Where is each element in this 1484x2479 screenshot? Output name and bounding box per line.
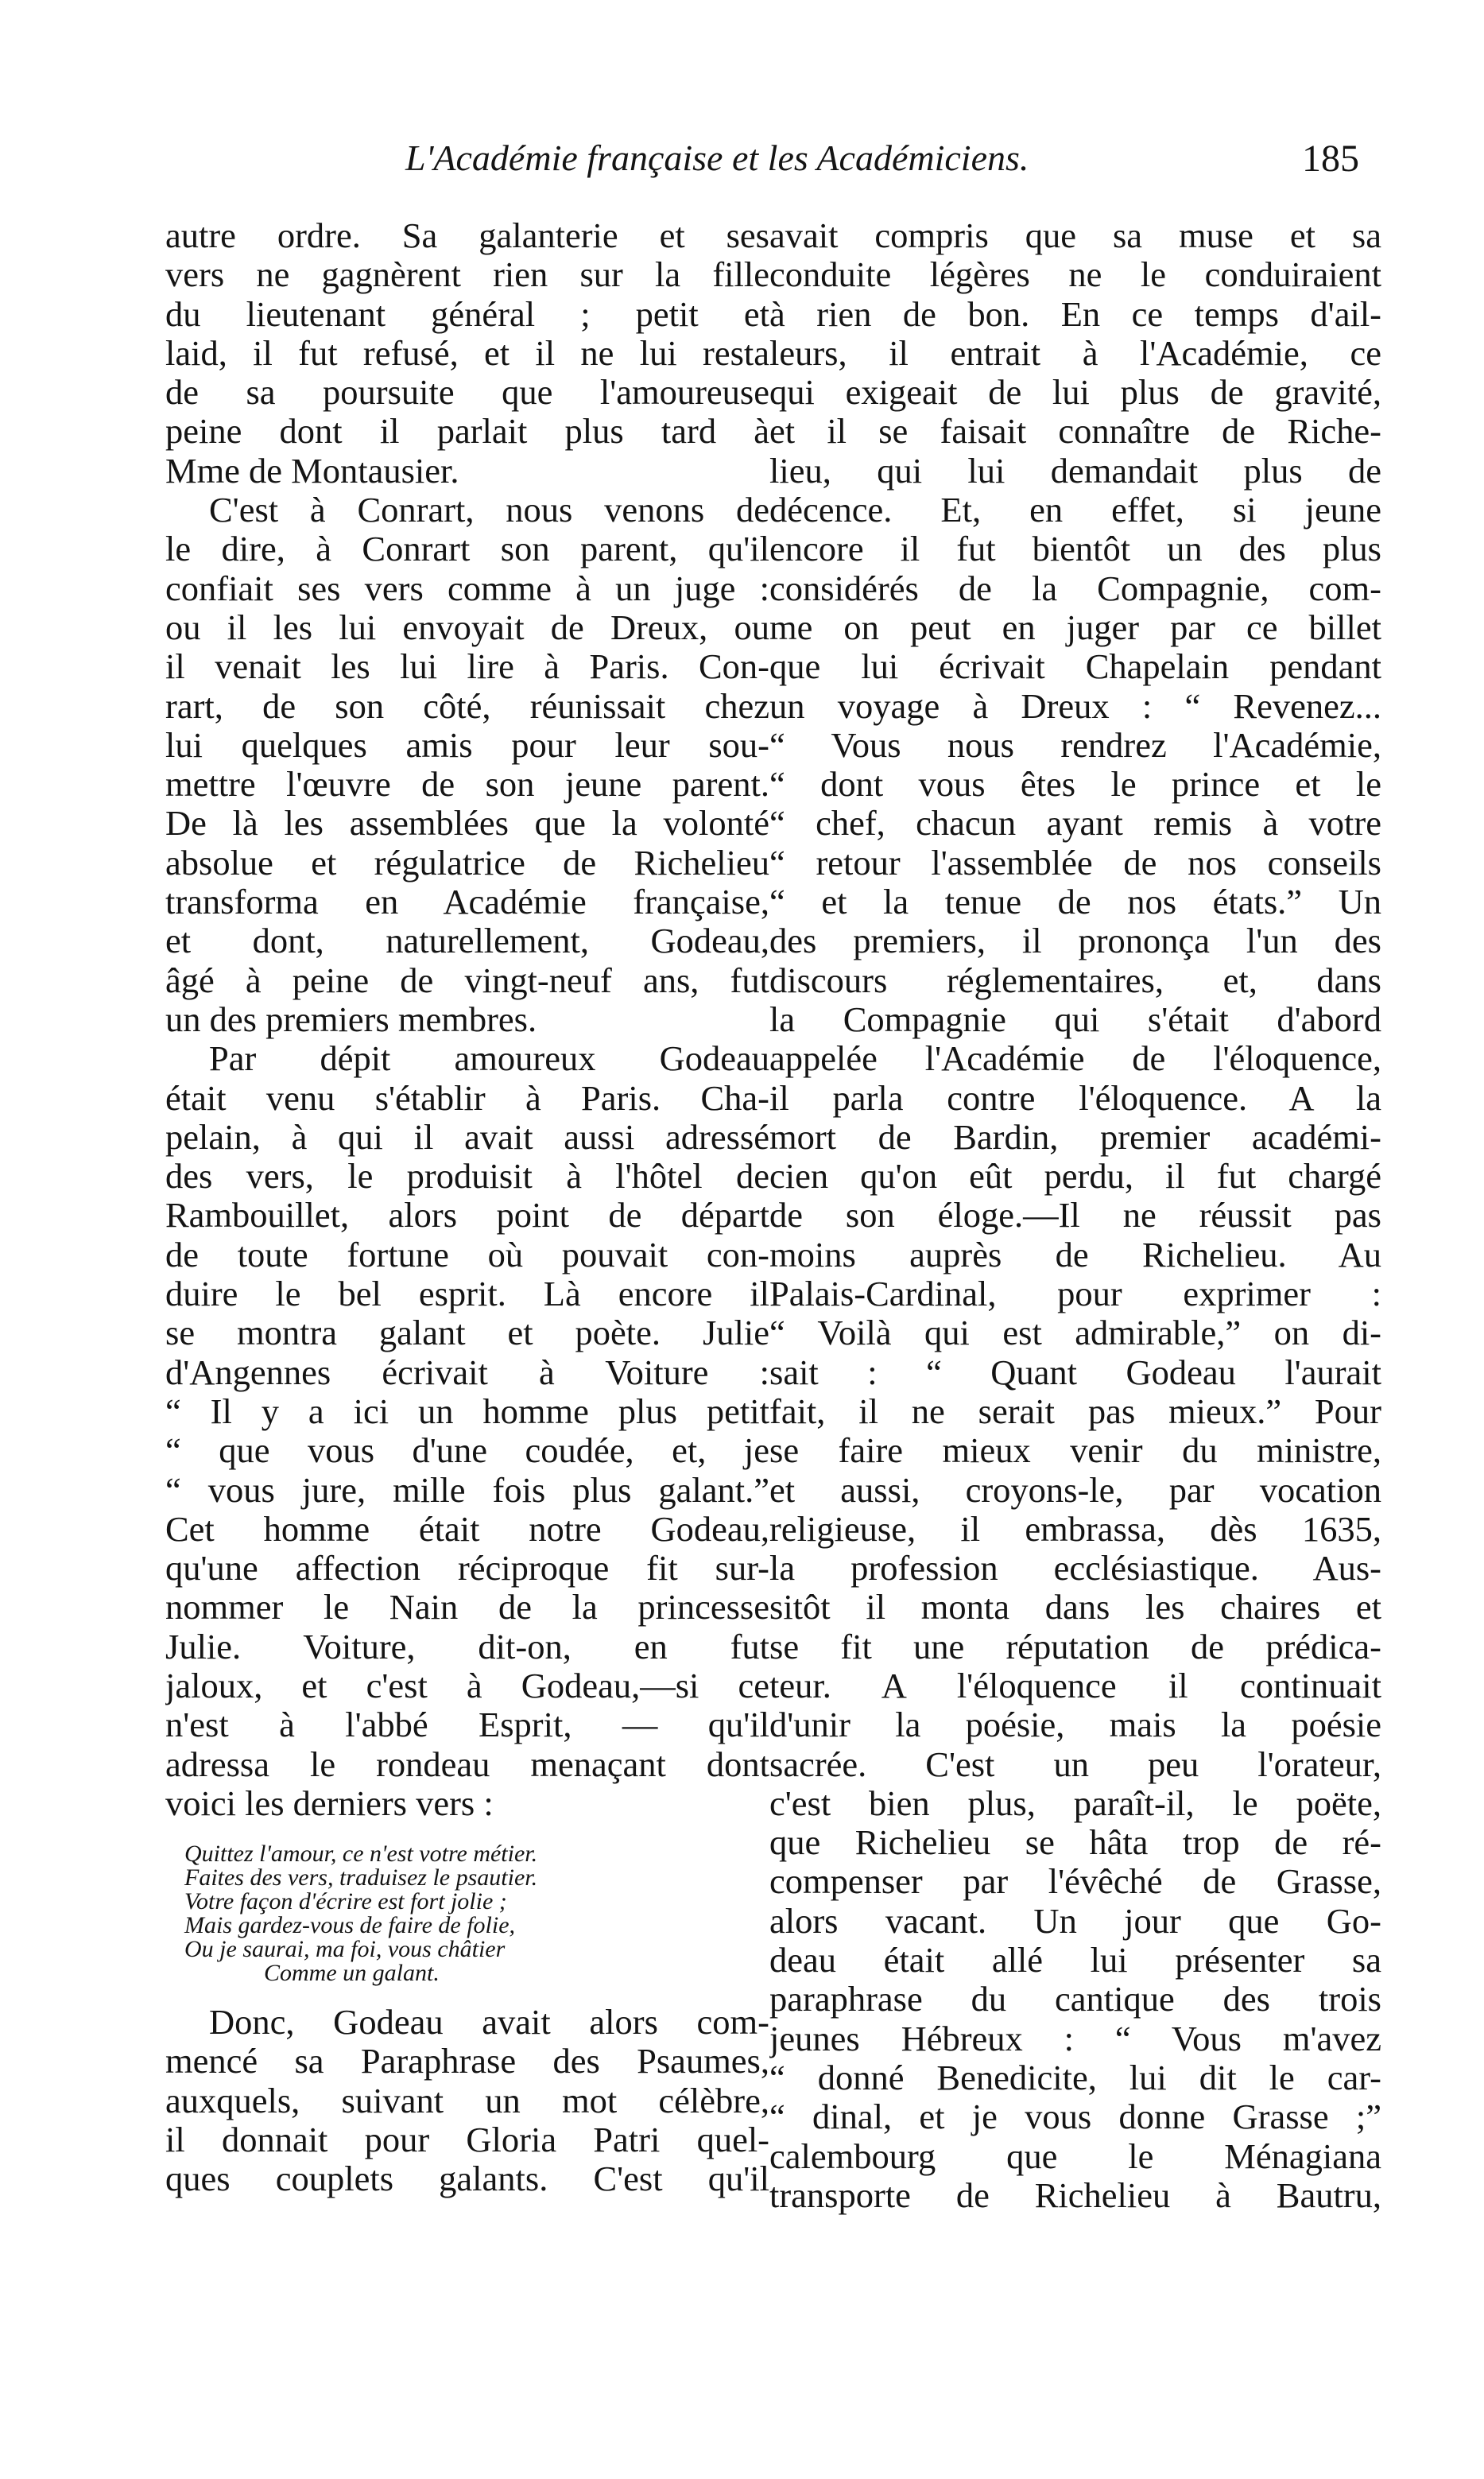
text-line: voici les derniers vers : [165,1783,494,1823]
text-line: autre ordre. Sa galanterie et ses [165,216,769,255]
text-line: Mme de Montausier. [165,451,459,491]
text-line: adressa le rondeau menaçant dont [165,1744,769,1784]
page-number: 185 [1302,138,1359,180]
running-title: L'Académie française et les Académiciens. [405,138,1029,178]
text-line: laid, il fut refusé, et il ne lui resta [165,333,769,373]
text-line: pelain, à qui il avait aussi adressé [165,1117,769,1157]
text-line: que Richelieu se hâta trop de ré- [769,1823,1381,1863]
rondeau-quote [184,1842,769,1985]
text-line: “ dinal, et je vous donne Grasse ;” [769,2097,1381,2137]
text-line: de sa poursuite que l'amoureuse [165,373,769,413]
text-line: encore il fut bientôt un des plus [769,530,1381,569]
text-line: deau était allé lui présenter sa [769,1941,1381,1980]
text-line: alors vacant. Un jour que Go- [769,1901,1381,1941]
text-line: discours réglementaires, et, dans [769,960,1381,1000]
text-line: “ donné Benedicite, lui dit le car- [769,2058,1381,2097]
text-line: des vers, le produisit à l'hôtel de [165,1157,769,1197]
text-line: transforma en Académie française, [165,883,769,922]
left-column-text [165,216,769,1823]
text-line: lui quelques amis pour leur sou- [165,725,769,765]
text-line: rart, de son côté, réunissait chez [165,686,769,726]
text-line: “ dont vous êtes le prince et le [769,765,1381,805]
text-line: confiait ses vers comme à un juge : [165,568,769,608]
left-column-continuation [165,2003,769,2198]
text-line: transporte de Richelieu à Bautru, [769,2175,1381,2215]
text-line: me on peut en juger par ce billet [769,607,1381,647]
text-line: c'est bien plus, paraît-il, le poëte, [769,1783,1381,1823]
poem-line: Faites des vers, traduisez le psautier. [184,1864,538,1891]
text-line: appelée l'Académie de l'éloquence, [769,1039,1381,1079]
text-line: “ vous jure, mille fois plus galant.” [165,1470,769,1510]
text-line: se fit une réputation de prédica- [769,1627,1381,1666]
poem-line: Mais gardez-vous de faire de folie, [184,1912,516,1939]
text-line: d'unir la poésie, mais la poésie [769,1705,1381,1745]
right-column [769,216,1381,2215]
text-line: de toute fortune où pouvait con- [165,1235,769,1274]
text-line: ques couplets galants. C'est qu'il [165,2159,769,2199]
text-line: Par dépit amoureux Godeau [209,1039,769,1079]
text-line: Donc, Godeau avait alors com- [209,2003,769,2043]
text-line: le dire, à Conrart son parent, qu'il [165,530,769,569]
text-line: nommer le Nain de la princesse [165,1588,769,1627]
poem-line: Comme un galant. [264,1960,440,1987]
text-line: avait compris que sa muse et sa [769,216,1381,255]
text-line: mort de Bardin, premier académi- [769,1117,1381,1157]
text-line: à rien de bon. En ce temps d'ail- [769,294,1381,334]
text-line: et aussi, croyons-le, par vocation [769,1470,1381,1510]
text-line: était venu s'établir à Paris. Cha- [165,1078,769,1118]
text-line: cien qu'on eût perdu, il fut chargé [769,1157,1381,1197]
text-line: sacrée. C'est un peu l'orateur, [769,1744,1381,1784]
text-line: n'est à l'abbé Esprit, — qu'il [165,1705,769,1745]
text-line: que lui écrivait Chapelain pendant [769,647,1381,687]
text-line: il parla contre l'éloquence. A la [769,1078,1381,1118]
text-line: compenser par l'évêché de Grasse, [769,1862,1381,1902]
text-line: Palais-Cardinal, pour exprimer : [769,1274,1381,1314]
text-line: considérés de la Compagnie, com- [769,568,1381,608]
text-line: il venait les lui lire à Paris. Con- [165,647,769,687]
text-line: De là les assemblées que la volonté [165,804,769,844]
text-line: auxquels, suivant un mot célèbre, [165,2081,769,2120]
text-line: mettre l'œuvre de son jeune parent. [165,765,769,805]
text-line: Rambouillet, alors point de départ [165,1196,769,1236]
text-line: moins auprès de Richelieu. Au [769,1235,1381,1274]
text-line: d'Angennes écrivait à Voiture : [165,1352,769,1392]
text-line: conduite légères ne le conduiraient [769,255,1381,295]
text-line: qui exigeait de lui plus de gravité, [769,373,1381,413]
text-line: leurs, il entrait à l'Académie, ce [769,333,1381,373]
text-line: paraphrase du cantique des trois [769,1980,1381,2019]
text-line: de son éloge.—Il ne réussit pas [769,1196,1381,1236]
text-line: âgé à peine de vingt-neuf ans, fut [165,960,769,1000]
text-line: et il se faisait connaître de Riche- [769,412,1381,452]
text-line: “ retour l'assemblée de nos conseils [769,843,1381,883]
text-line: lieu, qui lui demandait plus de [769,451,1381,491]
text-line: mencé sa Paraphrase des Psaumes, [165,2042,769,2081]
text-line: C'est à Conrart, nous venons de [209,491,769,530]
text-line: il donnait pour Gloria Patri quel- [165,2120,769,2160]
text-line: duire le bel esprit. Là encore il [165,1274,769,1314]
text-line: des premiers, il prononça l'un des [769,921,1381,961]
left-column [165,216,769,2199]
poem-line: Quittez l'amour, ce n'est votre métier. [184,1841,538,1868]
text-line: se montra galant et poète. Julie [165,1313,769,1353]
poem-line: Votre façon d'écrire est fort jolie ; [184,1888,507,1915]
text-line: “ chef, chacun ayant remis à votre [769,804,1381,844]
text-line: “ Il y a ici un homme plus petit [165,1391,769,1431]
text-line: un voyage à Dreux : “ Revenez... [769,686,1381,726]
text-line: vers ne gagnèrent rien sur la fille [165,255,769,295]
text-line: Cet homme était notre Godeau, [165,1509,769,1549]
text-line: sait : “ Quant Godeau l'aurait [769,1352,1381,1392]
text-line: la profession ecclésiastique. Aus- [769,1549,1381,1589]
text-line: religieuse, il embrassa, dès 1635, [769,1509,1381,1549]
text-line: qu'une affection réciproque fit sur- [165,1549,769,1589]
running-header [159,137,1359,184]
text-line: du lieutenant général ; petit et [165,294,769,334]
poem-line: Ou je saurai, ma foi, vous châtier [184,1936,506,1963]
text-line: ou il les lui envoyait de Dreux, ou [165,607,769,647]
text-line: jaloux, et c'est à Godeau,—si ce [165,1666,769,1705]
text-line: jeunes Hébreux : “ Vous m'avez [769,2019,1381,2058]
text-line: absolue et régulatrice de Richelieu [165,843,769,883]
text-line: peine dont il parlait plus tard à [165,412,769,452]
text-line: et dont, naturellement, Godeau, [165,921,769,961]
text-line: fait, il ne serait pas mieux.” Pour [769,1391,1381,1431]
text-line: Julie. Voiture, dit-on, en fut [165,1627,769,1666]
text-line: se faire mieux venir du ministre, [769,1431,1381,1471]
text-line: teur. A l'éloquence il continuait [769,1666,1381,1705]
text-line: un des premiers membres. [165,999,537,1039]
text-line: décence. Et, en effet, si jeune [769,491,1381,530]
text-line: “ Vous nous rendrez l'Académie, [769,725,1381,765]
text-line: “ que vous d'une coudée, et, je [165,1431,769,1471]
text-line: “ et la tenue de nos états.” Un [769,883,1381,922]
text-line: calembourg que le Ménagiana [769,2136,1381,2176]
text-line: sitôt il monta dans les chaires et [769,1588,1381,1627]
text-line: “ Voilà qui est admirable,” on di- [769,1313,1381,1353]
text-line: la Compagnie qui s'était d'abord [769,999,1381,1039]
